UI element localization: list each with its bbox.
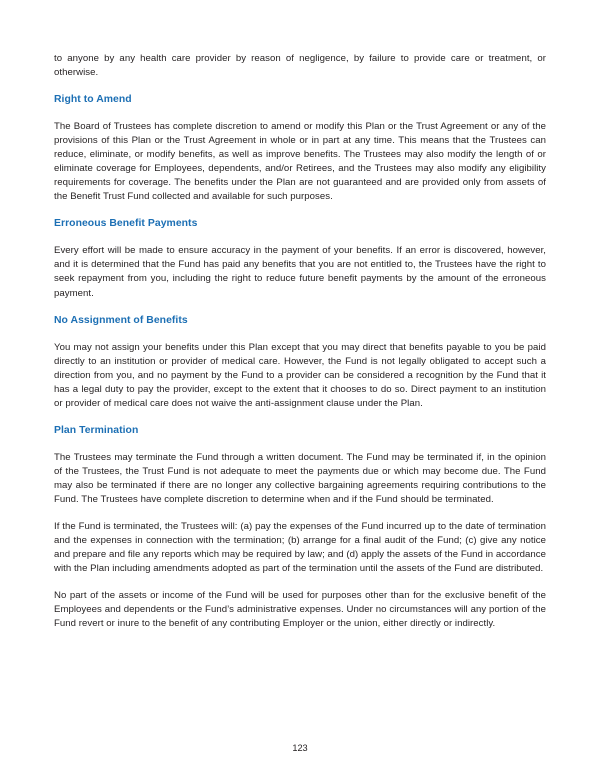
page-content xyxy=(54,52,546,631)
section-heading-plan-termination: Plan Termination xyxy=(54,424,139,436)
paragraph-no-assignment-of-benefits-paragraph: You may not assign your benefits under this Plan except that you may direct that benefits payable to you be paid directly to an institution or provider of medical care. However, the Fund is not legally obligated to accept such a direction from you, and no payment by the Fund to a provider can be considered a recognition by the Fund that it has a legal duty to pay the provider, except to the extent that it chooses to do so. Direct payment to an institution or provider of medical care does not waive the anti-assignment clause under the Plan. xyxy=(54,341,546,409)
paragraph-right-to-amend-paragraph: The Board of Trustees has complete discretion to amend or modify this Plan or the Trust Agreement or any of the provisions of this Plan or the Trust Agreement in whole or in part at any time. This means that the Trustees can reduce, eliminate, or modify benefits, as well as improve benefits. The Trustees may also modify the length of or eliminate coverage for Employees, dependents, and/or Retirees, and the Trustees may also modify any eligibility requirements for coverage. The benefits under the Plan are not guaranteed and are provided only from assets of the Benefit Trust Fund collected and available for such purposes. xyxy=(54,121,546,203)
paragraph-continued-paragraph-negligence: to anyone by any health care provider by reason of negligence, by failure to provide care or treatment, or otherwise. xyxy=(54,53,546,79)
section-heading-no-assignment-of-benefits: No Assignment of Benefits xyxy=(54,314,188,326)
section-heading-right-to-amend: Right to Amend xyxy=(54,94,132,106)
section-heading-erroneous-benefit-payments: Erroneous Benefit Payments xyxy=(54,218,198,230)
paragraph-erroneous-benefit-payments-paragraph: Every effort will be made to ensure accuracy in the payment of your benefits. If an error is discovered, however, and it is determined that the Fund has paid any benefits that you are not entitled to, the Trustees have the right to seek repayment from you, including the right to reduce future benefit payments by the amount of the erroneous payment. xyxy=(54,245,546,299)
paragraph-plan-termination-paragraph-3: No part of the assets or income of the Fund will be used for purposes other than for the exclusive benefit of the Employees and dependents or the Fund’s administrative expenses. Under no circumstances will any portion of the Fund revert or inure to the benefit of any contributing Employer or the union, either directly or indirectly. xyxy=(54,590,546,630)
paragraph-plan-termination-paragraph-1: The Trustees may terminate the Fund through a written document. The Fund may be terminated if, in the opinion of the Trustees, the Trust Fund is not adequate to meet the payments due or which may become due. The Fund may also be terminated if there are no longer any collective bargaining agreements requiring contributions to the Fund. The Trustees have complete discretion to determine when and if the Fund should be terminated. xyxy=(54,451,546,505)
page-number: 123 xyxy=(292,743,308,753)
paragraph-plan-termination-paragraph-2: If the Fund is terminated, the Trustees will: (a) pay the expenses of the Fund incurred up to the date of termination and the expenses in connection with the termination; (b) arrange for a final audit of the Fund; (c) give any notice and prepare and file any reports which may be required by law; and (d) apply the assets of the Fund in accordance with the Plan including amendments adopted as part of the termination until the assets of the Fund are distributed. xyxy=(54,520,546,575)
